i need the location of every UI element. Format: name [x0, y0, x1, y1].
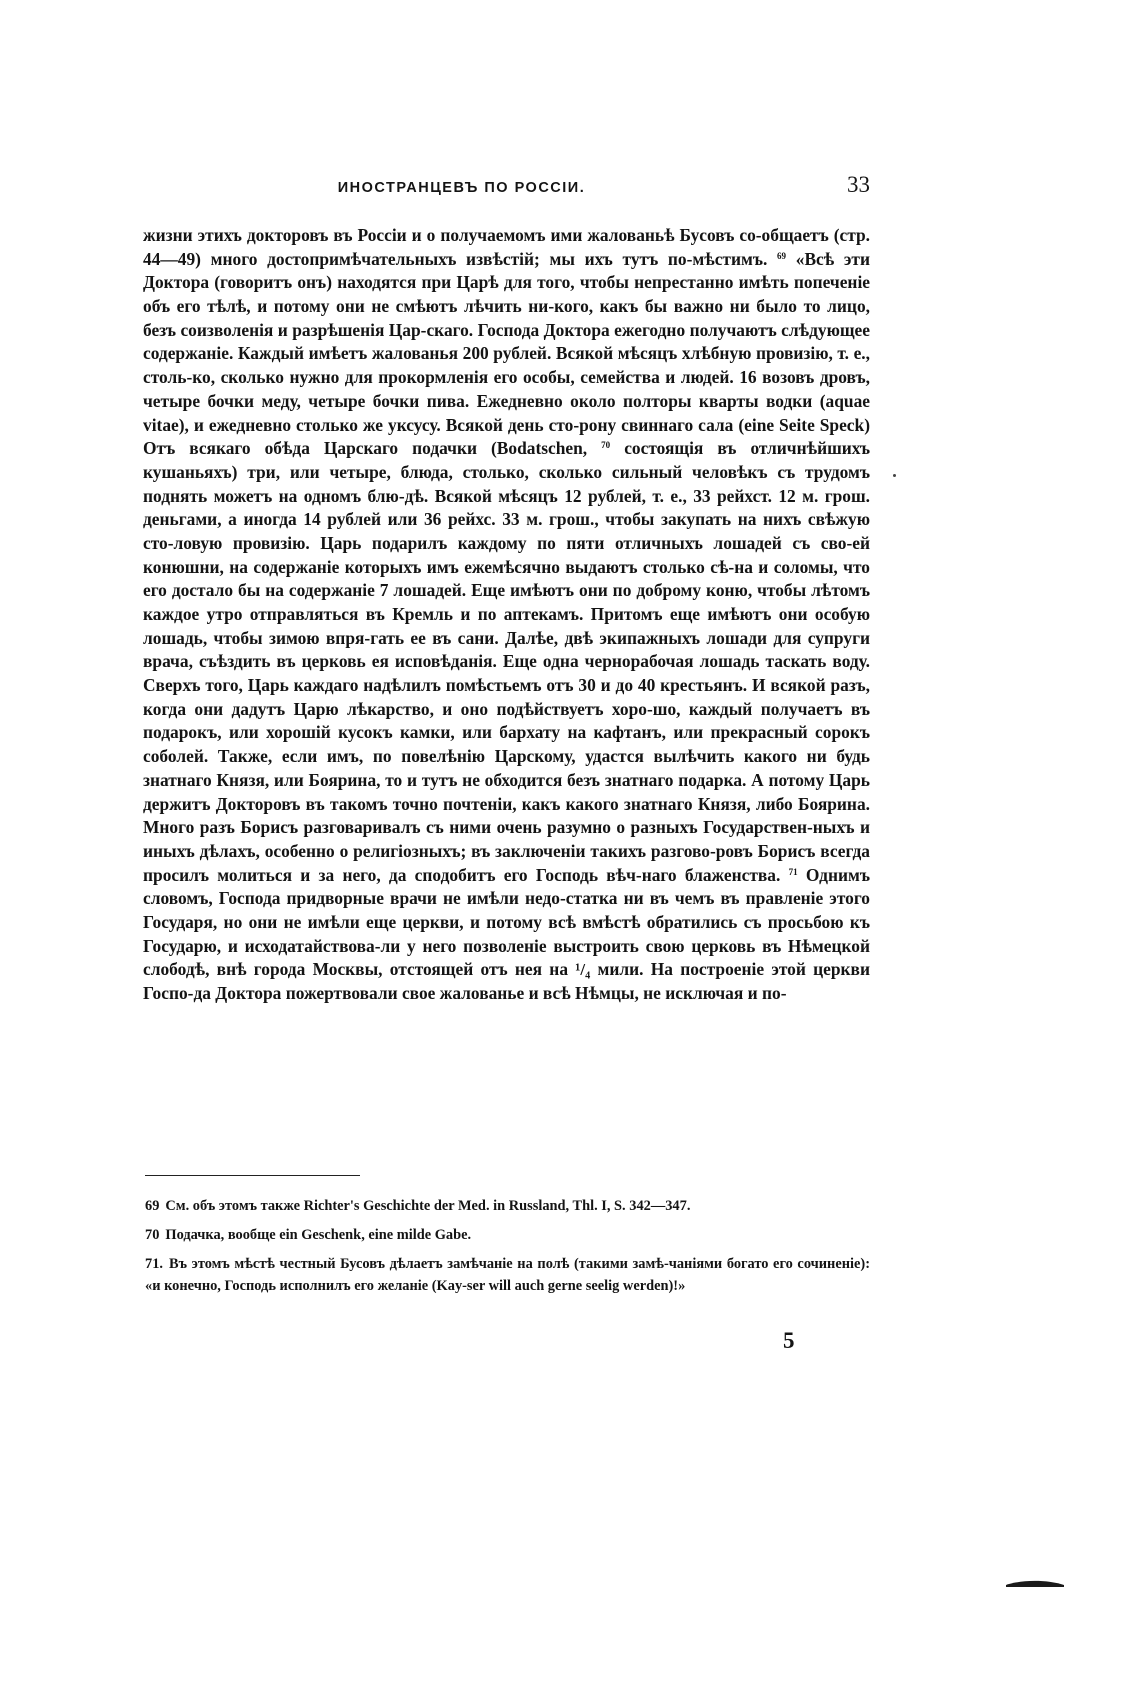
footnote-rule: [145, 1175, 360, 1176]
margin-dot: [893, 474, 896, 477]
text-segment: Однимъ словомъ, Господа придворные врачи не имѣли недо-статка ни въ чемъ въ правленiе этого Государя, но они не имѣли еще церкви, и потому всѣ вмѣстѣ обратились съ просьбою къ Государю, и исходатайствова-ли у него позволенiе выстроить свою церковь въ Нѣмецкой слободѣ, внѣ города Москвы, отстоящей отъ нея на: [143, 864, 870, 980]
running-title: ИНОСТРАНЦЕВЪ ПО РОССIИ.: [337, 180, 586, 196]
footnote-71: [145, 1253, 870, 1297]
footnote-text: См. объ этомъ также Richter's Geschichte der Med. in Russland, Thl. I, S. 342—347.: [165, 1198, 691, 1214]
footnotes: [145, 1195, 870, 1304]
text-segment: «Всѣ эти Доктора (говоритъ онъ) находятся при Царѣ для того, чтобы непрестанно имѣть попеченiе объ его тѣлѣ, и потому они не смѣютъ лѣчить ни-кого, какъ бы важно ни было то лицо, безъ соизволенiя и разрѣшенiя Цар-скаго. Господа Доктора ежегодно получаютъ слѣдующее содержанiе. Каждый имѣетъ жалованья 200 рублей. Всякой мѣсяцъ хлѣбную провизiю, т. е., столь-ко, сколько нужно для прокормленiя его особы, семейства и людей. 16 возовъ дровъ, четыре бочки меду, четыре бочки пива. Ежедневно около полторы кварты водки (aquae vitae), и ежедневно столько же уксусу. Всякой день сто-рону свиннаго сала (eine Seite Speck) Отъ всякаго обѣда Царскаго подачки (Bodatschen,: [143, 248, 870, 459]
paragraph: [143, 224, 870, 1006]
page-number: 33: [847, 172, 870, 197]
footnote-ref-71[interactable]: 71: [788, 866, 798, 877]
main-text: [143, 224, 870, 1006]
footnote-number: 70: [145, 1227, 160, 1243]
text-segment: мили. На построенiе этой церкви Госпо-да Доктора пожертвовали свое жалованье и всѣ Нѣмцы, не исключая и по-: [143, 959, 870, 1003]
footnote-number: 71.: [145, 1256, 163, 1272]
footnote-number: 69: [145, 1198, 160, 1214]
running-head: [143, 172, 870, 212]
footnote-69: [145, 1195, 870, 1217]
fraction: ¹/₄: [575, 960, 591, 980]
footnote-ref-70[interactable]: 70: [601, 440, 611, 451]
footnote-text: Въ этомъ мѣстѣ честный Бусовъ дѣлаетъ замѣчанiе на полѣ (такими замѣ-чанiями богато его сочиненiе): «и конечно, Господь исполнилъ его желанiе (Kay-ser will auch gerne seelig werden)!»: [145, 1256, 870, 1294]
text-segment: состоящiя въ отличнѣйшихъ кушаньяхъ) три, или четыре, блюда, столько, сколько сильный человѣкъ съ трудомъ поднять можетъ на одномъ блю-дѣ. Всякой мѣсяцъ 12 рублей, т. е., 33 рейхст. 12 м. грош. деньгами, а иногда 14 рублей или 36 рейхс. 33 м. грош., чтобы закупать на нихъ свѣжую сто-ловую провизiю. Царь подарилъ каждому по пяти отличныхъ лошадей съ сво-ей конюшни, на содержанiе которыхъ имъ ежемѣсячно выдаютъ столько сѣ-на и соломы, что его достало бы на содержанiе 7 лошадей. Еще имѣютъ они по доброму коню, чтобы лѣтомъ каждое утро отправляться въ Кремль и по аптекамъ. Притомъ еще имѣютъ они особую лошадь, чтобы зимою впря-гать ее въ сани. Далѣе, двѣ экипажныхъ лошади для супруги врача, съѣздить въ церковь ея исповѣданiя. Еще одна чернорабочая лошадь таскать воду. Сверхъ того, Царь каждаго надѣлилъ помѣстьемъ отъ 30 и до 40 крестьянъ. И всякой разъ, когда они дадутъ Царю лѣкарство, и оно подѣйствуетъ хоро-шо, каждый получаетъ въ подарокъ, или хорошiй кусокъ камки, или бархату на кафтанъ, или прекрасный сорокъ соболей. Также, если имъ, по повелѣнiю Царскому, удастся вылѣчить какого ни будь знатнаго Князя, или Боярина, то и тутъ не обходится безъ знатнаго подарка. А потому Царь держитъ Докторовъ въ такомъ точно почтенiи, какъ какого знатнаго Князя, либо Боярина. Много разъ Борисъ разговаривалъ съ ними очень разумно о разныхъ Государствен-ныхъ и иныхъ дѣлахъ, особенно о религiозныхъ; въ заключенiи такихъ разгово-ровъ Борисъ всегда просилъ молиться и за него, да сподобитъ его Господь вѣч-наго блаженства.: [143, 438, 870, 885]
signature-mark: 5: [783, 1328, 795, 1353]
footnote-text: Подачка, вообще ein Geschenk, eine milde Gabe.: [165, 1227, 472, 1243]
text-segment: жизни этихъ докторовъ въ Россiи и о получаемомъ ими жалованьѣ Буcовъ со-общаетъ (стр. 44—49) много достопримѣчательныхъ извѣстiй; мы ихъ тутъ по-мѣстимъ.: [143, 225, 870, 269]
footnote-ref-69[interactable]: 69: [777, 250, 787, 261]
footnote-70: [145, 1224, 870, 1246]
page-edge-mark: [1006, 1578, 1064, 1588]
